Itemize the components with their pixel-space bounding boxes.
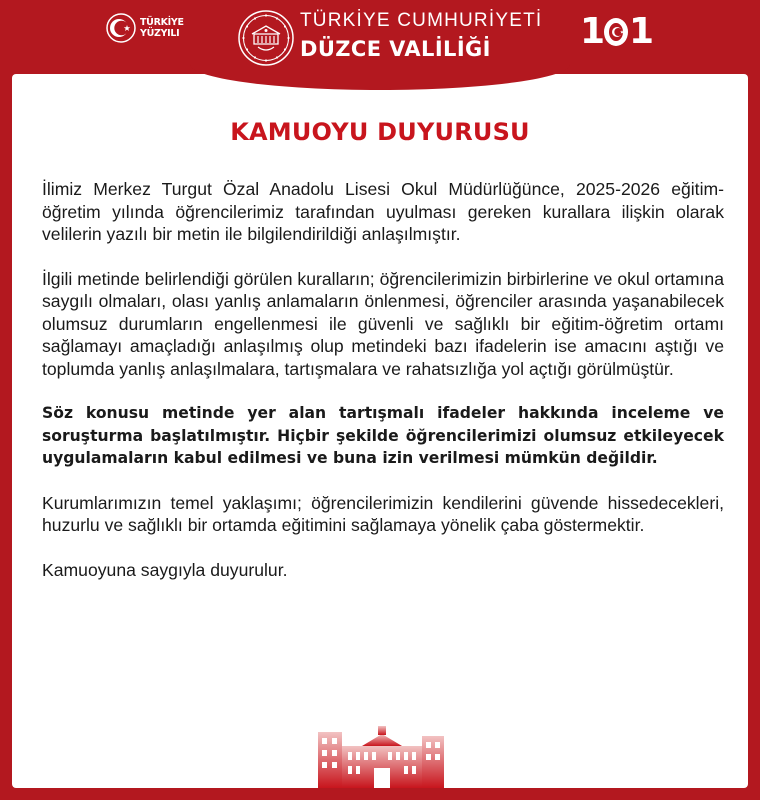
governorship-title: DÜZCE VALİLİĞİ: [300, 37, 491, 61]
governorship-emblem-icon: [238, 10, 294, 66]
logo-line-1: TÜRKİYE: [140, 17, 184, 28]
paragraph-2: İlgili metinde belirlendiği görülen kuralların; öğrencilerimizin birbirlerine ve okul ortamına saygılı olmaları, olası yanlış anlamaların önlenmesi, öğrenciler arasında yaşanabilecek olumsuz durumların engellenmesi ile güvenli ve sağlıklı bir eğitim-öğretim ortamı sağlamayı amaçladığı anlaşılmış olup metindeki bazı ifadelerin ise amacını aştığı ve toplumda yanlış anlaşılmalara, tartışmalara ve rahatsızlığa yol açtığı görülmüştür.: [42, 268, 724, 379]
republic-title: TÜRKİYE CUMHURİYETİ: [300, 10, 543, 31]
logo-line-2: YÜZYILI: [140, 28, 180, 39]
turkiye-yuzyili-logo: [106, 12, 206, 44]
government-building-icon: [312, 724, 452, 788]
paragraph-1: İlimiz Merkez Turgut Özal Anadolu Lisesi Okul Müdürlüğünce, 2025-2026 eğitim-öğretim yılında öğrencilerimiz tarafından uyulması gereken kurallara ilişkin olarak velilerin yazılı bir metin ile bilgilendirildiği anlaşılmıştır.: [42, 179, 724, 244]
announcement-title: KAMUOYU DUYURUSU: [230, 118, 530, 146]
paragraph-3-bold: Söz konusu metinde yer alan tartışmalı ifadeler hakkında inceleme ve soruşturma başlatılmıştır. Hiçbir şekilde öğrencilerimizi olumsuz etkileyecek uygulamaların kabul edilmesi ve buna izin verilmesi mümkün değildir.: [42, 404, 724, 467]
logo-101-digit-left: 1: [580, 11, 604, 52]
logo-101: [580, 12, 652, 52]
header-title: [300, 8, 543, 64]
closing-line: Kamuoyuna saygıyla duyurulur.: [42, 559, 288, 580]
crescent-star-zero-icon: [604, 18, 628, 46]
crescent-star-icon: [106, 13, 136, 43]
paragraph-4: Kurumlarımızın temel yaklaşımı; öğrencilerimizin kendilerini güvende hissedecekleri, huzurlu ve sağlıklı bir ortamda eğitimini sağlamaya yönelik çaba göstermektir.: [42, 492, 724, 535]
logo-101-digit-right: 1: [628, 11, 652, 52]
announcement-body: [42, 178, 724, 603]
